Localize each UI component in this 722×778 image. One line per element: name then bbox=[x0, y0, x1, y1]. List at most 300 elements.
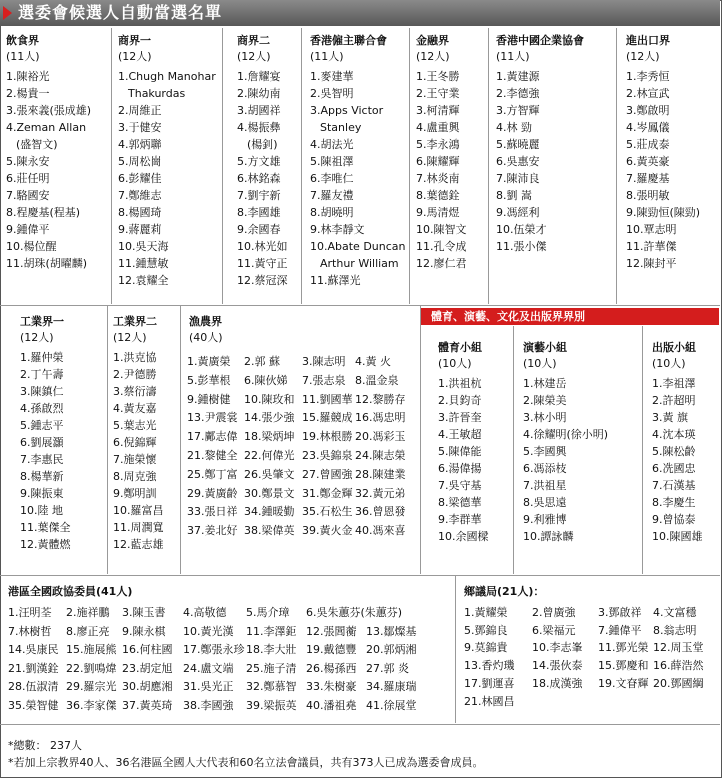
list-item: 9.鄭明訓 bbox=[113, 487, 157, 500]
divider bbox=[222, 28, 223, 304]
section-count: (11人) bbox=[310, 50, 344, 63]
list-item: 6.冼國忠 bbox=[652, 462, 696, 475]
name-list bbox=[416, 68, 467, 272]
list-item: 7.羅友禮 bbox=[310, 189, 354, 202]
list-item: 15.施展熊 bbox=[66, 643, 117, 656]
sector-column bbox=[438, 340, 489, 545]
list-item: 11.劉國華 bbox=[302, 392, 353, 406]
list-item: 34.羅康瑞 bbox=[366, 680, 417, 693]
list-item: 3.蔡衍濤 bbox=[113, 385, 157, 398]
list-item: 5.蘇曉麗 bbox=[496, 138, 540, 151]
divider bbox=[513, 326, 514, 574]
list-item: 5.陳偉能 bbox=[438, 445, 482, 458]
list-item: 1.洪克協 bbox=[113, 351, 157, 364]
name-list bbox=[237, 68, 288, 289]
list-item: 38.李國強 bbox=[183, 698, 234, 712]
section-heading: 體育小組 bbox=[438, 341, 482, 354]
divider bbox=[111, 28, 112, 304]
list-item: 41.徐展堂 bbox=[366, 698, 417, 712]
list-item: 5.方文雄 bbox=[237, 155, 281, 168]
list-item: Arthur William bbox=[320, 257, 399, 270]
list-item: 10.余國樑 bbox=[438, 530, 489, 543]
divider bbox=[455, 575, 456, 723]
section-heading: 演藝小組 bbox=[523, 341, 567, 354]
list-item: 31.鄭金輝 bbox=[302, 486, 353, 500]
list-item: 38.梁偉英 bbox=[244, 524, 295, 538]
list-item: 9.陳永棋 bbox=[122, 624, 166, 638]
list-item: 7.駱國安 bbox=[6, 189, 50, 202]
divider bbox=[409, 28, 410, 304]
list-item: 11.孔令成 bbox=[416, 240, 467, 253]
list-item: 9.李群華 bbox=[438, 513, 482, 526]
list-item: 7.鍾偉平 bbox=[598, 623, 642, 637]
list-item: 11.許華傑 bbox=[626, 240, 677, 253]
list-item: 19.文眘輝 bbox=[598, 676, 649, 690]
list-item: 6.陳耀輝 bbox=[416, 155, 460, 168]
list-item: 6.彭耀佳 bbox=[118, 172, 162, 185]
list-item: 3.柯清輝 bbox=[416, 104, 460, 117]
list-item: 9.余國春 bbox=[237, 223, 281, 236]
list-item: 12.黃體燃 bbox=[20, 538, 71, 551]
list-item: 11.李澤鉅 bbox=[246, 624, 297, 638]
list-item: 1.王冬勝 bbox=[416, 70, 460, 83]
divider bbox=[420, 306, 421, 574]
list-item: 1.黃耀榮 bbox=[464, 606, 508, 619]
sector-column bbox=[652, 340, 703, 545]
list-item: 8.程慶基(程基) bbox=[6, 206, 81, 219]
list-item: 7.羅慶基 bbox=[626, 172, 670, 185]
list-item: 4.郭炳聯 bbox=[118, 138, 162, 151]
name-list bbox=[113, 349, 164, 553]
list-item: 12.周玉堂 bbox=[653, 641, 704, 655]
list-item: 24.盧文端 bbox=[183, 661, 234, 675]
section-heading: 工業界一 bbox=[20, 315, 64, 328]
list-item: 23.吳錦泉 bbox=[302, 449, 353, 462]
list-item: 2.李德強 bbox=[496, 87, 540, 100]
list-item: 2.貝鈞奇 bbox=[438, 394, 482, 407]
list-item: 8.梁德華 bbox=[438, 496, 482, 509]
culture-banner bbox=[421, 308, 719, 325]
list-item: 16.何柱國 bbox=[122, 643, 173, 656]
list-item: (盛智文) bbox=[16, 138, 58, 151]
section-count: (11人) bbox=[6, 50, 40, 63]
section-count: (40人) bbox=[189, 331, 223, 344]
divider bbox=[180, 306, 181, 574]
list-item: 4.文富穩 bbox=[653, 606, 697, 619]
section-count: (12人) bbox=[113, 331, 147, 344]
list-item: 9.莫錦貴 bbox=[464, 641, 508, 655]
title-marker-icon bbox=[3, 6, 12, 20]
name-list bbox=[652, 375, 703, 545]
list-item: 3.黃 旗 bbox=[652, 411, 688, 424]
list-item: 10.楊位醒 bbox=[6, 240, 57, 253]
list-item: 9.馬清煜 bbox=[416, 206, 460, 219]
list-item: 33.朱樹豪 bbox=[306, 680, 357, 693]
sector-column bbox=[113, 314, 164, 553]
list-item: 4.徐耀明(徐小明) bbox=[523, 428, 609, 441]
divider bbox=[642, 326, 643, 574]
list-item: 40.潘祖堯 bbox=[306, 698, 357, 712]
list-item: 6.李唯仁 bbox=[310, 172, 354, 185]
list-item: 26.吳肇文 bbox=[244, 467, 295, 481]
list-item: 1.洪祖杭 bbox=[438, 377, 482, 390]
section-heading: 漁農界 bbox=[189, 315, 222, 328]
name-list bbox=[496, 68, 584, 255]
list-item: 5.莊成泰 bbox=[626, 138, 670, 151]
list-item: 6.吳朱蕙芬(朱蕙芬) bbox=[306, 606, 403, 619]
list-item: 4.黃友嘉 bbox=[113, 402, 157, 415]
list-item: 28.陳建業 bbox=[355, 467, 406, 481]
list-item: (楊釗) bbox=[247, 138, 278, 151]
list-item: 15.鄧慶和 bbox=[598, 659, 649, 673]
list-item: 1.陳裕光 bbox=[6, 70, 50, 83]
list-item: 19.林根勝 bbox=[302, 430, 353, 444]
section-count: (10人) bbox=[438, 357, 472, 370]
fishery-section bbox=[189, 314, 223, 346]
list-item: 1.羅仲榮 bbox=[20, 351, 64, 364]
list-item: 9.陳振東 bbox=[20, 487, 64, 500]
section-heading: 出版小組 bbox=[652, 341, 696, 354]
list-item: 10.Abate Duncan bbox=[310, 240, 406, 253]
list-item: 8.吳思遠 bbox=[523, 496, 567, 509]
list-item: 1.李秀恒 bbox=[626, 70, 670, 83]
list-item: 6.倪錦輝 bbox=[113, 436, 157, 449]
list-item: 7.李惠民 bbox=[20, 453, 64, 466]
list-item: 12.袁耀全 bbox=[118, 274, 169, 287]
total-note: *總數： 237人 bbox=[8, 739, 82, 752]
list-item: Thakurdas bbox=[128, 87, 186, 100]
list-item: 4.沈本瑛 bbox=[652, 428, 696, 441]
list-item: 7.陳沛良 bbox=[496, 172, 540, 185]
list-item: 6.莊任明 bbox=[6, 172, 50, 185]
list-item: 9.蔣麗莉 bbox=[118, 223, 162, 236]
cppcc-section bbox=[8, 584, 132, 600]
list-item: 12.蔡冠深 bbox=[237, 274, 288, 287]
list-item: 30.胡應湘 bbox=[122, 680, 173, 693]
list-item: 30.鄭景文 bbox=[244, 486, 295, 500]
list-item: 10.陳智文 bbox=[416, 223, 467, 236]
divider bbox=[0, 724, 720, 725]
list-item: 8.楊華新 bbox=[20, 470, 64, 483]
divider bbox=[107, 306, 108, 574]
list-item: 4.黃 火 bbox=[355, 355, 391, 368]
list-item: 11.鍾慧敏 bbox=[118, 257, 169, 270]
list-item: 6.吳惠安 bbox=[496, 155, 540, 168]
list-item: 18.李大壯 bbox=[246, 643, 297, 656]
list-item: 1.黃廣榮 bbox=[187, 355, 231, 368]
list-item: 3.林小明 bbox=[523, 411, 567, 424]
section-heading: 金融界 bbox=[416, 34, 449, 47]
list-item: 35.石松生 bbox=[302, 505, 353, 519]
list-item: 8.劉 嵩 bbox=[496, 189, 532, 202]
page-title: 選委會候選人自動當選名單 bbox=[18, 3, 223, 22]
list-item: 36.李家傑 bbox=[66, 698, 117, 712]
list-item: 13.香灼璣 bbox=[464, 659, 515, 673]
section-count: (10人) bbox=[523, 357, 557, 370]
list-item: 3.陳志明 bbox=[302, 355, 346, 368]
sector-column bbox=[416, 33, 467, 272]
list-item: 8.葉德銓 bbox=[416, 189, 460, 202]
list-item: 36.曾恩發 bbox=[355, 505, 406, 519]
section-heading: 鄉議局(21人)： bbox=[464, 585, 545, 598]
section-count: (12人) bbox=[416, 50, 450, 63]
name-list bbox=[438, 375, 489, 545]
list-item: 4.高敬德 bbox=[183, 606, 227, 619]
list-item: 10.伍榮才 bbox=[496, 223, 547, 236]
list-item: 3.于健安 bbox=[118, 121, 162, 134]
list-item: 12.廖仁君 bbox=[416, 257, 467, 270]
name-list bbox=[20, 349, 71, 553]
divider bbox=[301, 28, 302, 304]
list-item: 1.林建岳 bbox=[523, 377, 567, 390]
list-item: 5.陳永安 bbox=[6, 155, 50, 168]
list-item: 8.周克強 bbox=[113, 470, 157, 483]
name-list bbox=[118, 68, 216, 289]
list-item: 6.林銘森 bbox=[237, 172, 281, 185]
list-item: 5.鍾志平 bbox=[20, 419, 64, 432]
list-item: 10.陳玫和 bbox=[244, 392, 295, 406]
list-item: 9.陳勁恒(陳勁) bbox=[626, 206, 701, 219]
list-item: 6.黃英豪 bbox=[626, 155, 670, 168]
list-item: 9.利雅博 bbox=[523, 513, 567, 526]
list-item: 21.黎健全 bbox=[187, 449, 238, 462]
section-heading: 商界二 bbox=[237, 34, 270, 47]
list-item: 4.王敏超 bbox=[438, 428, 482, 441]
list-item: 5.李國興 bbox=[523, 445, 567, 458]
list-item: 1.Chugh Manohar bbox=[118, 70, 216, 83]
list-item: 3.陳玉書 bbox=[122, 606, 166, 619]
list-item: 31.吳光正 bbox=[183, 680, 234, 693]
list-item: 8.李國雄 bbox=[237, 206, 281, 219]
list-item: 32.鄭慕智 bbox=[246, 680, 297, 693]
list-item: 2.陳榮美 bbox=[523, 394, 567, 407]
list-item: 21.劉漢銓 bbox=[8, 661, 59, 675]
list-item: 6.馮添枝 bbox=[523, 462, 567, 475]
list-item: 17.劉運喜 bbox=[464, 676, 515, 690]
list-item: 3.胡國祥 bbox=[237, 104, 281, 117]
sector-column bbox=[523, 340, 608, 545]
list-item: 19.戴德豐 bbox=[306, 643, 357, 656]
list-item: 40.馮來喜 bbox=[355, 524, 406, 538]
list-item: 16.薛浩然 bbox=[653, 659, 704, 673]
list-item: 2.施祥鵬 bbox=[66, 606, 110, 619]
list-item: 37.黃英琦 bbox=[122, 698, 173, 712]
list-item: 3.方智輝 bbox=[496, 104, 540, 117]
list-item: 3.Apps Victor bbox=[310, 104, 384, 117]
list-item: 4.孫啟烈 bbox=[20, 402, 64, 415]
list-item: 5.陳祖澤 bbox=[310, 155, 354, 168]
list-item: 11.黃守正 bbox=[237, 257, 288, 270]
list-item: 3.鄧啟祥 bbox=[598, 606, 642, 619]
list-item: 10.覃志明 bbox=[626, 223, 677, 236]
list-item: 24.陳志榮 bbox=[355, 449, 406, 462]
list-item: 3.許晉奎 bbox=[438, 411, 482, 424]
sector-column bbox=[496, 33, 584, 255]
list-item: 7.林炎南 bbox=[416, 172, 460, 185]
list-item: 2.楊貴一 bbox=[6, 87, 50, 100]
list-item: 17.鄭張永珍 bbox=[183, 643, 245, 656]
list-item: 23.胡定旭 bbox=[122, 661, 173, 675]
list-item: 1.詹耀宴 bbox=[237, 70, 281, 83]
list-item: 2.曾廣強 bbox=[532, 606, 576, 619]
list-item: 4.林 勁 bbox=[496, 121, 532, 134]
list-item: Stanley bbox=[320, 121, 362, 134]
heung-section bbox=[464, 584, 544, 600]
list-item: 39.梁振英 bbox=[246, 698, 297, 712]
sector-column bbox=[237, 33, 288, 289]
list-item: 4.盧重興 bbox=[416, 121, 460, 134]
list-item: 7.張志泉 bbox=[302, 373, 346, 387]
list-item: 6.梁福元 bbox=[532, 623, 576, 637]
list-item: 20.馮彩玉 bbox=[355, 430, 406, 444]
list-item: 12.張閭蘅 bbox=[306, 624, 357, 638]
list-item: 11.胡珠(胡曜麟) bbox=[6, 257, 88, 270]
list-item: 10.陳國雄 bbox=[652, 530, 703, 543]
list-item: 10.李志峯 bbox=[532, 641, 583, 655]
section-count: (12人) bbox=[118, 50, 152, 63]
list-item: 29.羅宗光 bbox=[66, 680, 117, 693]
list-item: 33.張日祥 bbox=[187, 505, 238, 519]
list-item: 5.周松崗 bbox=[118, 155, 162, 168]
list-item: 12.黎勝存 bbox=[355, 392, 406, 406]
list-item: 39.黃火金 bbox=[302, 524, 353, 538]
title-bar bbox=[0, 0, 720, 26]
divider bbox=[0, 305, 720, 306]
section-heading: 香港僱主聯合會 bbox=[310, 34, 387, 47]
list-item: 18.成漢強 bbox=[532, 676, 583, 690]
list-item: 5.葉志光 bbox=[113, 419, 157, 432]
list-item: 29.黃廣齡 bbox=[187, 486, 238, 500]
list-item: 11.葉傑全 bbox=[20, 521, 71, 534]
list-item: 9.鍾偉平 bbox=[6, 223, 50, 236]
list-item: 22.何偉光 bbox=[244, 449, 295, 462]
list-item: 13.鄒燦基 bbox=[366, 624, 417, 638]
list-item: 35.榮智健 bbox=[8, 698, 59, 712]
list-item: 1.汪明荃 bbox=[8, 606, 52, 619]
list-item: 10.陸 地 bbox=[20, 504, 63, 517]
section-heading: 香港中國企業協會 bbox=[496, 34, 584, 47]
list-item: 6.湯偉揚 bbox=[438, 462, 482, 475]
list-item: 20.郭炳湘 bbox=[366, 643, 417, 656]
list-item: 14.張伙泰 bbox=[532, 659, 583, 673]
list-item: 11.蘇澤光 bbox=[310, 274, 361, 287]
section-count: (10人) bbox=[652, 357, 686, 370]
list-item: 3.陳鎮仁 bbox=[20, 385, 64, 398]
section-count: (12人) bbox=[237, 50, 271, 63]
list-item: 4.胡法光 bbox=[310, 138, 354, 151]
list-item: 27.郭 炎 bbox=[366, 661, 409, 675]
list-item: 7.洪祖星 bbox=[523, 479, 567, 492]
divider bbox=[488, 28, 489, 304]
list-item: 27.曾國強 bbox=[302, 467, 353, 481]
divider bbox=[616, 28, 617, 304]
list-item: 10.譚詠麟 bbox=[523, 530, 574, 543]
section-heading: 商界一 bbox=[118, 34, 151, 47]
section-count: (11人) bbox=[496, 50, 530, 63]
list-item: 17.鄺志偉 bbox=[187, 430, 238, 444]
culture-banner-label: 體育、演藝、文化及出版界界別 bbox=[431, 310, 585, 323]
list-item: 37.姜北好 bbox=[187, 524, 238, 538]
list-item: 22.劉鳴煒 bbox=[66, 661, 117, 675]
list-item: 16.馮忠明 bbox=[355, 411, 406, 425]
list-item: 12.藍志雄 bbox=[113, 538, 164, 551]
name-list bbox=[626, 68, 700, 272]
sector-column bbox=[20, 314, 71, 553]
list-item: 8.楊國琦 bbox=[118, 206, 162, 219]
sector-column bbox=[310, 33, 406, 289]
list-item: 20.鄧國綱 bbox=[653, 676, 704, 690]
divider bbox=[0, 575, 720, 576]
list-item: 10.羅富昌 bbox=[113, 504, 164, 517]
list-item: 3.張來義(張成雄) bbox=[6, 104, 92, 117]
sector-column bbox=[6, 33, 91, 272]
list-item: 7.石漢基 bbox=[652, 479, 696, 492]
sector-column bbox=[118, 33, 216, 289]
list-item: 2.吳智明 bbox=[310, 87, 354, 100]
list-item: 2.許超明 bbox=[652, 394, 696, 407]
list-item: 11.張小傑 bbox=[496, 240, 547, 253]
list-item: 9.曾協泰 bbox=[652, 513, 696, 526]
list-item: 8.溫金泉 bbox=[355, 373, 399, 387]
list-item: 7.林樹哲 bbox=[8, 624, 52, 638]
list-item: 8.李慶生 bbox=[652, 496, 696, 509]
section-heading: 港區全國政協委員(41人) bbox=[8, 585, 133, 598]
list-item: 5.彭華根 bbox=[187, 373, 231, 387]
list-item: 10.吳天海 bbox=[118, 240, 169, 253]
list-item: 7.施榮懷 bbox=[113, 453, 157, 466]
list-item: 25.施子清 bbox=[246, 661, 297, 675]
list-item: 8.翁志明 bbox=[653, 623, 697, 637]
list-item: 1.麥建華 bbox=[310, 70, 354, 83]
list-item: 26.楊孫西 bbox=[306, 661, 357, 675]
list-item: 10.林光如 bbox=[237, 240, 288, 253]
list-item: 14.張少強 bbox=[244, 411, 295, 425]
name-list bbox=[310, 68, 406, 289]
list-item: 21.林國昌 bbox=[464, 694, 515, 708]
list-item: 9.林李靜文 bbox=[310, 223, 365, 236]
list-item: 7.吳守基 bbox=[438, 479, 482, 492]
list-item: 9.馮經利 bbox=[496, 206, 540, 219]
list-item: 2.郭 蘇 bbox=[244, 355, 280, 368]
section-count: (12人) bbox=[626, 50, 660, 63]
list-item: 8.胡曉明 bbox=[310, 206, 354, 219]
list-item: 11.周潤寬 bbox=[113, 521, 164, 534]
list-item: 4.岑鳳儀 bbox=[626, 121, 670, 134]
list-item: 9.鍾樹健 bbox=[187, 392, 231, 406]
list-item: 5.李永鴻 bbox=[416, 138, 460, 151]
list-item: 14.吳康民 bbox=[8, 643, 59, 656]
section-heading: 工業界二 bbox=[113, 315, 157, 328]
list-item: 5.陳松齡 bbox=[652, 445, 696, 458]
list-item: 2.陳幼南 bbox=[237, 87, 281, 100]
list-item: 2.丁午壽 bbox=[20, 368, 64, 381]
list-item: 7.劉宇新 bbox=[237, 189, 281, 202]
list-item: 2.王守業 bbox=[416, 87, 460, 100]
list-item: 10.黃光漢 bbox=[183, 624, 234, 638]
list-item: 8.張明敏 bbox=[626, 189, 670, 202]
list-item: 13.尹震裳 bbox=[187, 411, 238, 425]
list-item: 5.鄧錦良 bbox=[464, 623, 508, 637]
list-item: 34.鍾暖勤 bbox=[244, 505, 295, 519]
footnote: *若加上宗教界40人、36名港區全國人大代表和60名立法會議員，共有373人已成為選委會成員。 bbox=[8, 756, 484, 769]
list-item: 18.梁炳坤 bbox=[244, 430, 295, 444]
list-item: 1.黃建源 bbox=[496, 70, 540, 83]
list-item: 11.鄧光榮 bbox=[598, 641, 649, 655]
list-item: 28.伍淑清 bbox=[8, 680, 59, 693]
list-item: 6.陳伙娣 bbox=[244, 373, 288, 387]
list-item: 8.廖正亮 bbox=[66, 624, 110, 638]
list-item: 15.羅競成 bbox=[302, 411, 353, 425]
